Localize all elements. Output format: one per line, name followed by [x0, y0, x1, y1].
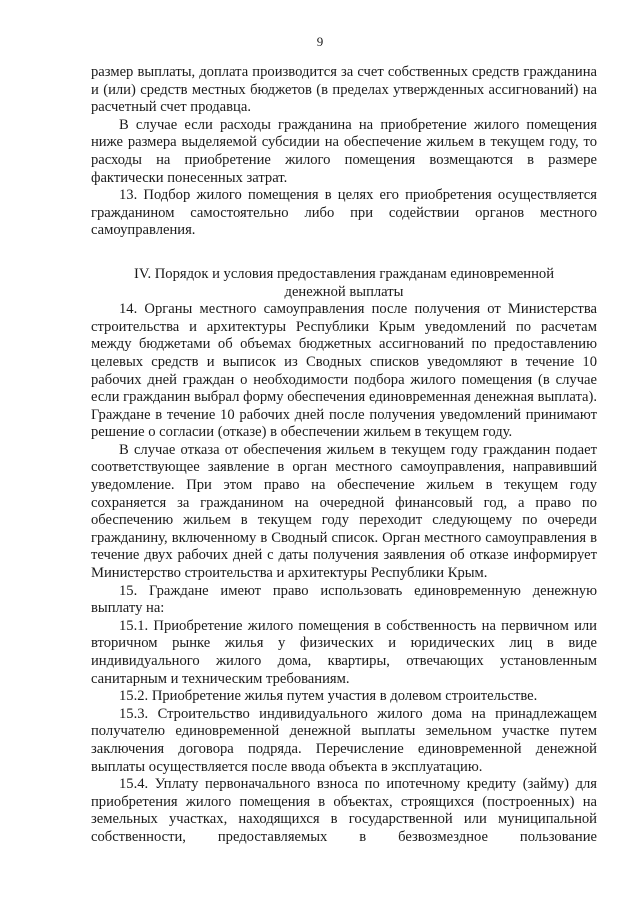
paragraph-item-13: 13. Подбор жилого помещения в целях его приобретения осуществляется гражданином самостоятельно либо при содействии органов местного самоуправления.	[91, 187, 597, 239]
paragraph-item-15-1: 15.1. Приобретение жилого помещения в собственность на первичном или вторичном рынке жилья у физических и юридических лиц в виде индивидуального жилого дома, квартиры, отвечающих установленным санитарным и техническим требованиям.	[91, 617, 597, 687]
paragraph-refusal: В случае отказа от обеспечения жильем в текущем году гражданин подает соответствующее заявление в орган местного самоуправления, направивший уведомление. При этом право на обеспечение жильем в текущем году сохраняется за гражданином на очередной финансовый год, а право по обеспечению жильем в текущем году переходит следующему по очереди гражданину, включенному в Сводный список. Орган местного самоуправления в течение двух рабочих дней с даты получения заявления об отказе информирует Министерство строительства и архитектуры Республики Крым.	[91, 441, 597, 582]
paragraph-payment-continuation: размер выплаты, доплата производится за счет собственных средств гражданина и (или) средств местных бюджетов (в пределах утвержденных ассигнований) на расчетный счет продавца.	[91, 64, 597, 116]
document-body	[91, 64, 597, 847]
section-title: IV. Порядок и условия предоставления гражданам единовременной денежной выплаты	[133, 265, 555, 300]
paragraph-item-15-4: 15.4. Уплату первоначального взноса по ипотечному кредиту (займу) для приобретения жилого помещения в объектах, строящихся (построенных) на земельных участках, находящихся в государственной или муниципальной собственности, предоставляемых в безвозмездное пользование	[91, 776, 597, 845]
paragraph-item-15-3: 15.3. Строительство индивидуального жилого дома на принадлежащем получателю единовременной денежной выплаты земельном участке путем заключения договора подряда. Перечисление единовременной денежной выплаты осуществляется после ввода объекта в эксплуатацию.	[91, 705, 597, 775]
paragraph-expenses-below-subsidy: В случае если расходы гражданина на приобретение жилого помещения ниже размера выделяемой субсидии на обеспечение жильем в текущем году, то расходы на приобретение жилого помещения возмещаются в размере фактически понесенных затрат.	[91, 116, 597, 186]
paragraph-item-15: 15. Граждане имеют право использовать единовременную денежную выплату на:	[91, 582, 597, 617]
paragraph-item-14: 14. Органы местного самоуправления после получения от Министерства строительства и архитектуры Республики Крым уведомлений по расчетам между бюджетами об объемах бюджетных ассигнований по предоставлению целевых средств и выписок из Сводных списков уведомляют в течение 10 рабочих дней граждан о необходимости подбора жилого помещения (в случае если гражданин выбрал форму обеспечения единовременная денежная выплата). Граждане в течение 10 рабочих дней после получения уведомлений принимают решение о согласии (отказе) в обеспечении жильем в текущем году.	[91, 301, 597, 441]
paragraph-item-15-2: 15.2. Приобретение жилья путем участия в долевом строительстве.	[119, 688, 538, 705]
page-number: 9	[316, 34, 324, 49]
